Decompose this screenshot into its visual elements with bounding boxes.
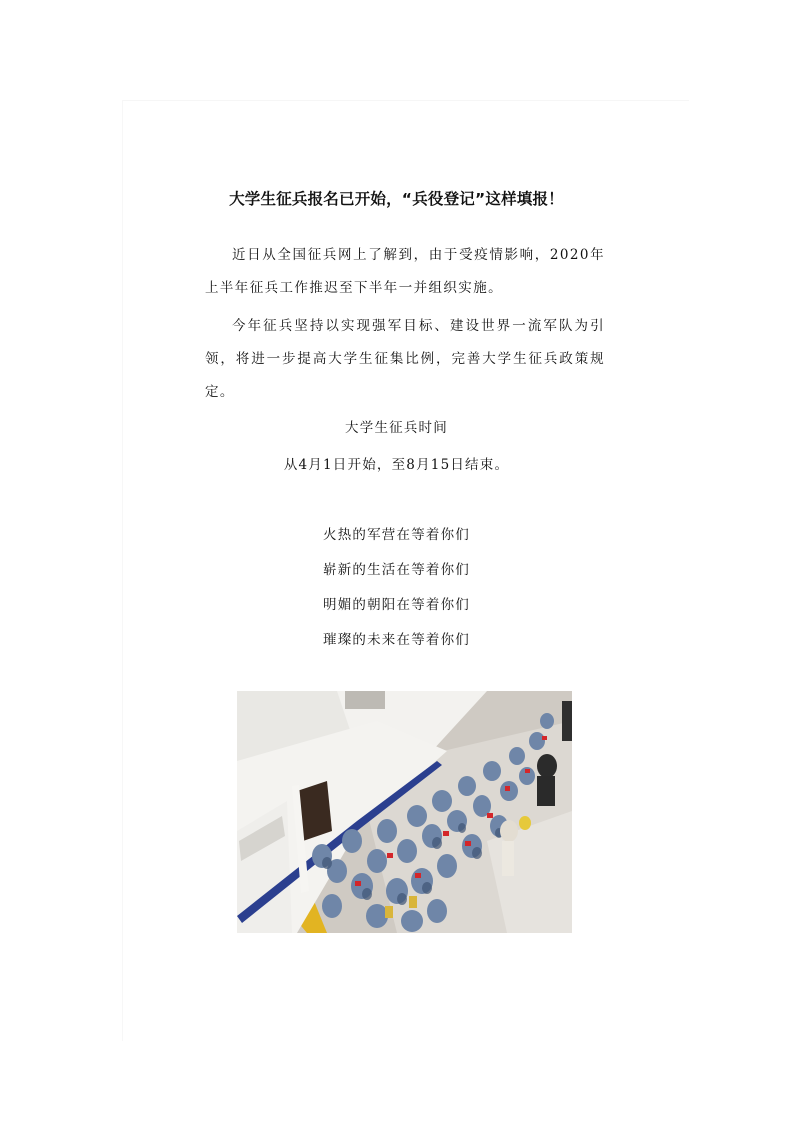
photo-illustration bbox=[237, 691, 572, 933]
recruits-boarding-photo bbox=[237, 691, 572, 933]
article-title: 大学生征兵报名已开始，“兵役登记”这样填报！ bbox=[229, 190, 564, 208]
poem-line: 明媚的朝阳在等着你们 bbox=[323, 597, 470, 613]
poem-line: 璀璨的未来在等着你们 bbox=[323, 632, 470, 648]
paragraph-policy: 今年征兵坚持以实现强军目标、建设世界一流军队为引领，将进一步提高大学生征集比例，完善大学生征兵政策规定。 bbox=[205, 318, 605, 400]
paragraph-intro: 近日从全国征兵网上了解到，由于受疫情影响，2020年上半年征兵工作推迟至下半年一并组织实施。 bbox=[205, 247, 605, 296]
section-date: 从4月1日开始，至8月15日结束。 bbox=[283, 457, 510, 473]
poem-line: 火热的军营在等着你们 bbox=[323, 527, 470, 543]
poem-line: 崭新的生活在等着你们 bbox=[323, 562, 470, 578]
section-heading: 大学生征兵时间 bbox=[345, 420, 448, 436]
